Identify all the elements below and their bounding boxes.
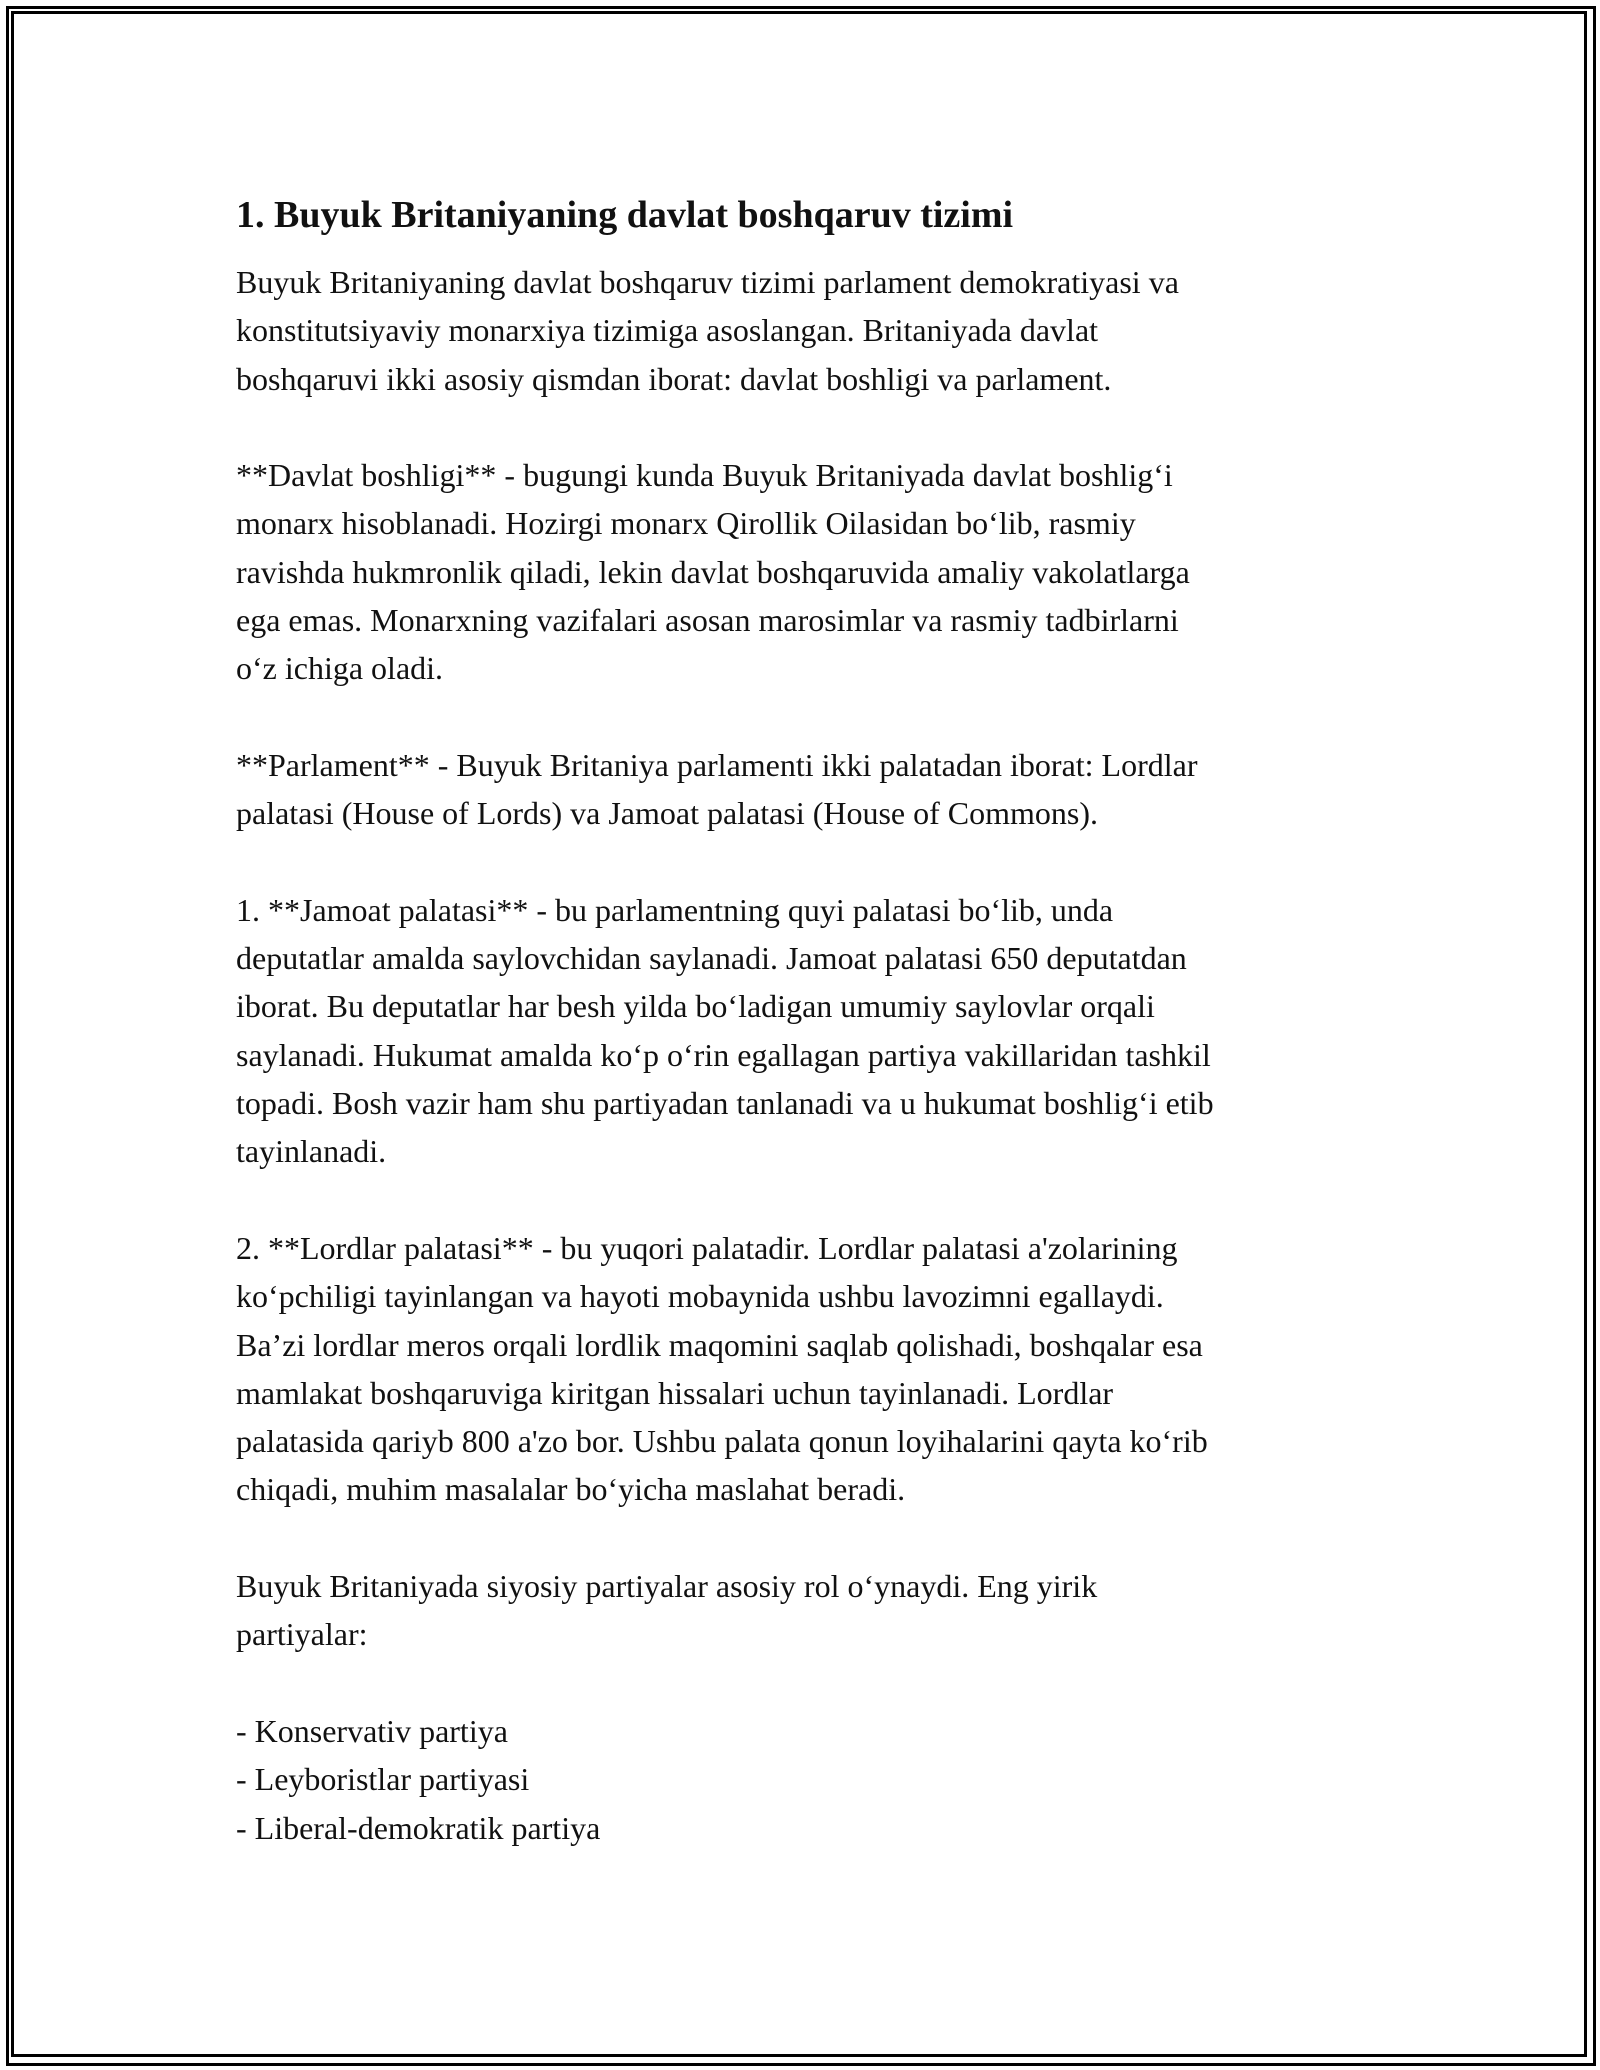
text-line: monarx hisoblanadi. Hozirgi monarx Qirollik Oilasidan bo‘lib, rasmiy: [236, 505, 1136, 542]
document-title: 1. Buyuk Britaniyaning davlat boshqaruv tizimi: [236, 194, 1014, 236]
text-line: saylanadi. Hukumat amalda ko‘p o‘rin egallagan partiya vakillaridan tashkil: [236, 1036, 1211, 1073]
text-line: Buyuk Britaniyaning davlat boshqaruv tizimi parlament demokratiyasi va: [236, 264, 1179, 300]
text-line: palatasida qariyb 800 a'zo bor. Ushbu palata qonun loyihalarini qayta ko‘rib: [236, 1423, 1208, 1460]
text-line: Buyuk Britaniyada siyosiy partiyalar asosiy rol o‘ynaydi. Eng yirik: [236, 1568, 1098, 1605]
paragraph-parties: [236, 1562, 1376, 1659]
list-item: - Konservativ partiya: [236, 1712, 508, 1749]
text-line: tayinlanadi.: [236, 1133, 387, 1170]
text-line: ravishda hukmronlik qiladi, lekin davlat boshqaruvida amaliy vakolatlarga: [236, 553, 1190, 590]
text-line: o‘z ichiga oladi.: [236, 650, 444, 687]
paragraph-parliament: [236, 741, 1376, 838]
paragraph-house-of-commons: [236, 886, 1376, 1176]
text-line: boshqaruvi ikki asosiy qismdan iborat: davlat boshligi va parlament.: [236, 360, 1112, 397]
text-line: ega emas. Monarxning vazifalari asosan marosimlar va rasmiy tadbirlarni: [236, 602, 1179, 639]
document-body: [236, 186, 1376, 1852]
list-item: - Liberal-demokratik partiya: [236, 1809, 601, 1846]
text-line: **Davlat boshligi** - bugungi kunda Buyuk Britaniyada davlat boshlig‘i: [236, 457, 1173, 494]
text-line: topadi. Bosh vazir ham shu partiyadan tanlanadi va u hukumat boshlig‘i etib: [236, 1085, 1214, 1122]
text-line: konstitutsiyaviy monarxiya tizimiga asoslangan. Britaniyada davlat: [236, 312, 1099, 349]
text-line: 2. **Lordlar palatasi** - bu yuqori palatadir. Lordlar palatasi a'zolarining: [236, 1229, 1178, 1266]
text-line: palatasi (House of Lords) va Jamoat palatasi (House of Commons).: [236, 795, 1099, 832]
paragraph-head-of-state: [236, 451, 1376, 692]
text-line: mamlakat boshqaruviga kiritgan hissalari uchun tayinlanadi. Lordlar: [236, 1374, 1114, 1411]
text-line: ko‘pchiligi tayinlangan va hayoti mobaynida ushbu lavozimni egallaydi.: [236, 1278, 1164, 1315]
paragraph-intro: [236, 258, 1376, 403]
text-line: 1. **Jamoat palatasi** - bu parlamentning quyi palatasi bo‘lib, unda: [236, 891, 1114, 928]
list-item: - Leyboristlar partiyasi: [236, 1761, 530, 1798]
text-line: deputatlar amalda saylovchidan saylanadi. Jamoat palatasi 650 deputatdan: [236, 940, 1187, 977]
text-line: iborat. Bu deputatlar har besh yilda bo‘ladigan umumiy saylovlar orqali: [236, 988, 1155, 1025]
text-line: partiyalar:: [236, 1616, 368, 1653]
text-line: **Parlament** - Buyuk Britaniya parlamenti ikki palatadan iborat: Lordlar: [236, 746, 1198, 783]
text-line: Ba’zi lordlar meros orqali lordlik maqomini saqlab qolishadi, boshqalar esa: [236, 1326, 1203, 1363]
party-list: [236, 1707, 1376, 1852]
text-line: chiqadi, muhim masalalar bo‘yicha maslahat beradi.: [236, 1471, 906, 1508]
paragraph-house-of-lords: [236, 1224, 1376, 1514]
